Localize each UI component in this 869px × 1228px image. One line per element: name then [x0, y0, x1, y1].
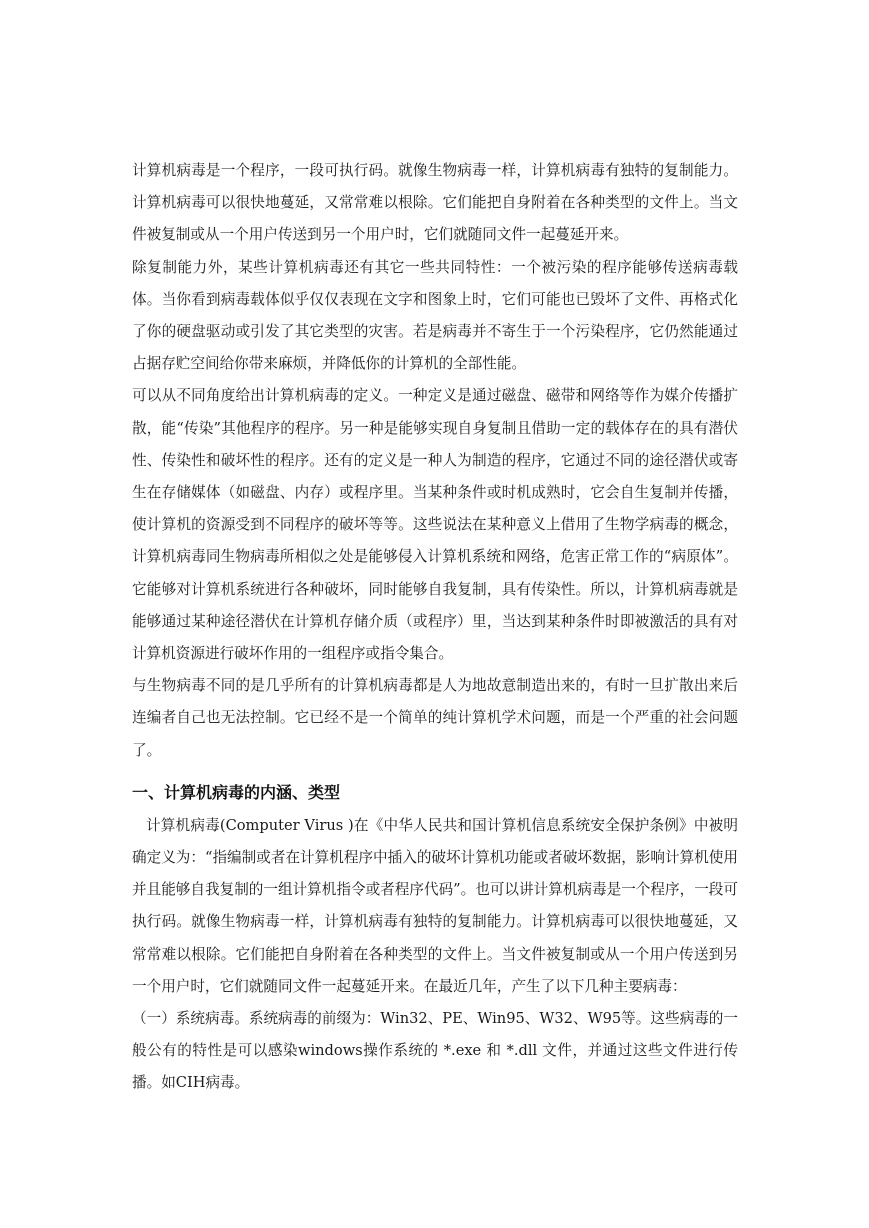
section-heading: 一、计算机病毒的内涵、类型 [132, 782, 341, 802]
intro-paragraph-2: 除复制能力外，某些计算机病毒还有其它一些共同特性：一个被污染的程序能够传送病毒载体。当你看到病毒载体似乎仅仅表现在文字和图象上时，它们可能也已毁坏了文件、再格式化了你的硬盘驱动或引发了其它类型的灾害。若是病毒并不寄生于一个污染程序，它仍然能通过占据存贮空间给你带来麻烦，并降低你的计算机的全部性能。 [132, 258, 738, 373]
document-body [132, 155, 738, 1100]
section-paragraph: 计算机病毒(Computer Virus )在《中华人民共和国计算机信息系统安全保护条例》中被明确定义为：“指编制或者在计算机程序中插入的破坏计算机功能或者破坏数据，影响计算机使用并且能够自我复制的一组计算机指令或者程序代码”。也可以讲计算机病毒是一个程序，一段可执行码。就像生物病毒一样，计算机病毒有独特的复制能力。计算机病毒可以很快地蔓延，又常常难以根除。它们能把自身附着在各种类型的文件上。当文件被复制或从一个用户传送到另一个用户时，它们就随同文件一起蔓延开来。在最近几年，产生了以下几种主要病毒： [132, 816, 738, 995]
list-item-system-virus: （一）系统病毒。系统病毒的前缀为：Win32、PE、Win95、W32、W95等。这些病毒的一般公有的特性是可以感染windows操作系统的 *.exe 和 *.dll 文件，并通过这些文件进行传播。如CIH病毒。 [132, 1010, 738, 1092]
intro-paragraph-4: 与生物病毒不同的是几乎所有的计算机病毒都是人为地故意制造出来的，有时一旦扩散出来后连编者自己也无法控制。它已经不是一个简单的纯计算机学术问题，而是一个严重的社会问题了。 [132, 677, 738, 759]
intro-paragraph-3: 可以从不同角度给出计算机病毒的定义。一种定义是通过磁盘、磁带和网络等作为媒介传播扩散，能“传染”其他程序的程序。另一种是能够实现自身复制且借助一定的载体存在的具有潜伏性、传染性和破坏性的程序。还有的定义是一种人为制造的程序，它通过不同的途径潜伏或寄生在存储媒体（如磁盘、内存）或程序里。当某种条件或时机成熟时，它会自生复制并传播，使计算机的资源受到不同程序的破坏等等。这些说法在某种意义上借用了生物学病毒的概念，计算机病毒同生物病毒所相似之处是能够侵入计算机系统和网络，危害正常工作的“病原体”。它能够对计算机系统进行各种破坏，同时能够自我复制，具有传染性。所以，计算机病毒就是能够通过某种途径潜伏在计算机存储介质（或程序）里，当达到某种条件时即被激活的具有对计算机资源进行破坏作用的一组程序或指令集合。 [132, 387, 738, 663]
intro-paragraph-1: 计算机病毒是一个程序，一段可执行码。就像生物病毒一样，计算机病毒有独特的复制能力。计算机病毒可以很快地蔓延，又常常难以根除。它们能把自身附着在各种类型的文件上。当文件被复制或从一个用户传送到另一个用户时，它们就随同文件一起蔓延开来。 [132, 162, 738, 244]
